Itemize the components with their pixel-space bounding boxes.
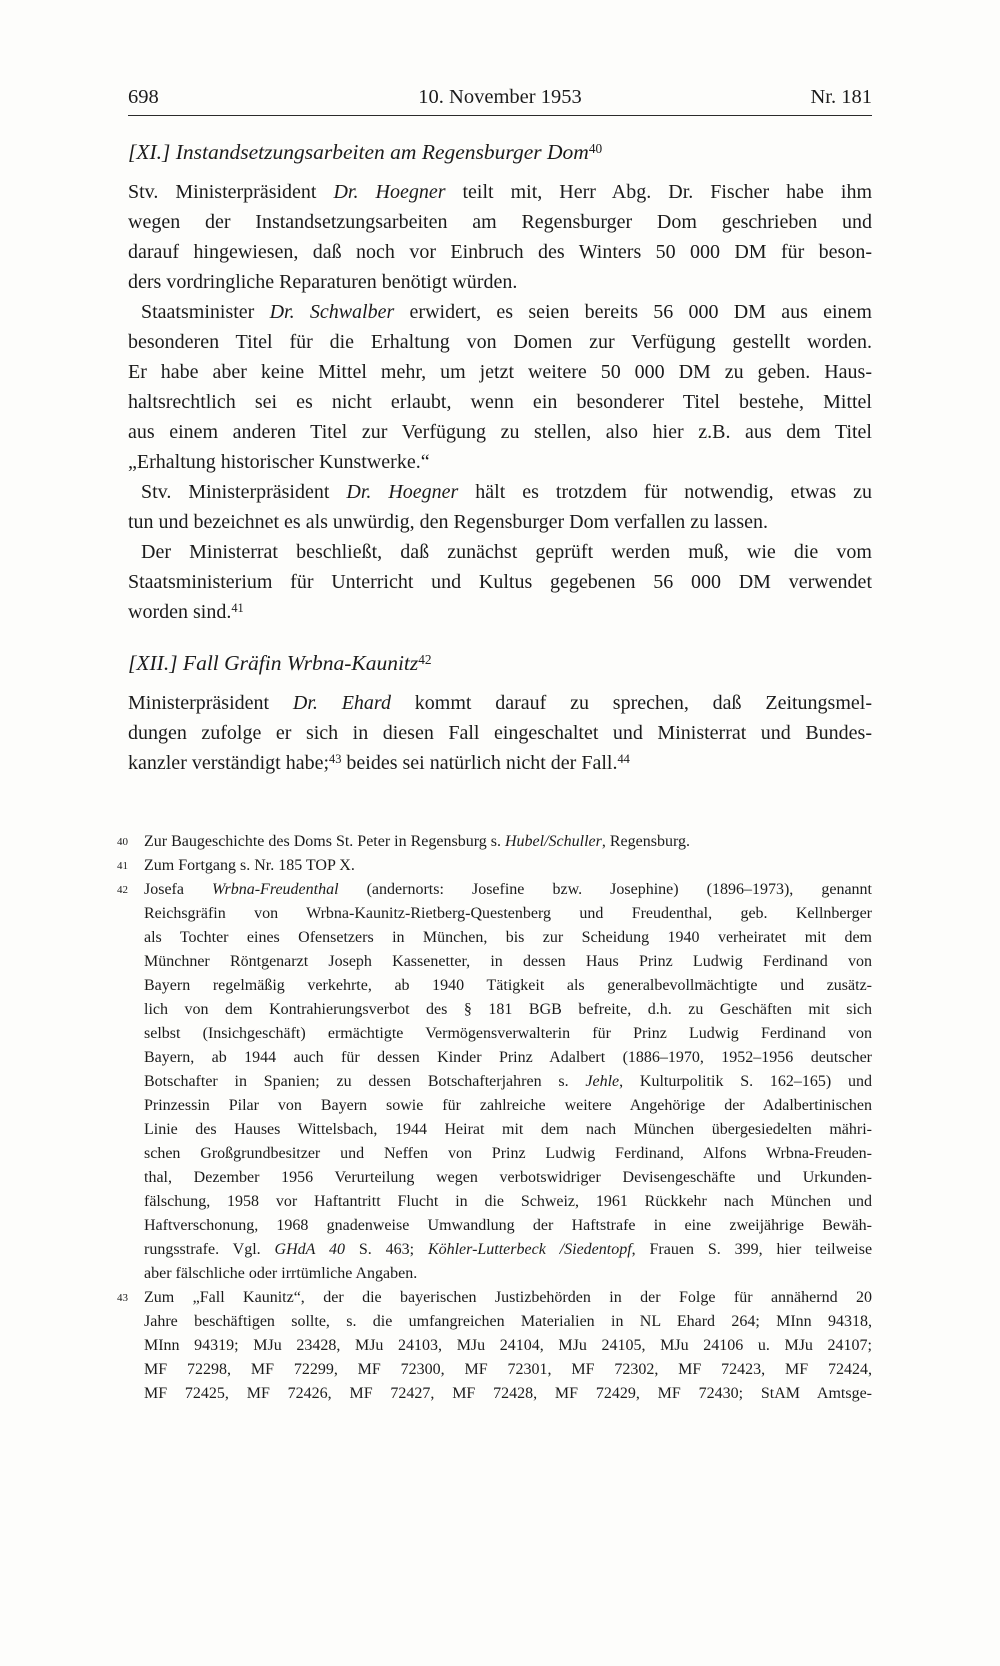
text-line (144, 974, 872, 998)
text-segment: Er habe aber keine Mittel mehr, um jetzt weitere 50 000 DM zu geben. Haus- (128, 361, 872, 383)
text-line (144, 1334, 872, 1358)
text-segment: S. 463; (345, 1241, 428, 1258)
text-segment: lich von dem Kontrahierungsverbot des § 181 BGB befreite, d.h. zu Geschäften mit sich (144, 1001, 872, 1018)
text-segment: schen Großgrundbesitzer und Neffen von Prinz Ludwig Ferdinand, Alfons Wrbna-Freuden- (144, 1145, 872, 1162)
text-line (144, 1262, 872, 1286)
text-line (128, 297, 872, 327)
paragraph (128, 297, 872, 477)
text-line (144, 902, 872, 926)
header-rule (128, 115, 872, 116)
text-segment: Bayern, ab 1944 auch für dessen Kinder Prinz Adalbert (1886–1970, 1952–1956 deutscher (144, 1049, 872, 1066)
text-segment: Zum „Fall Kaunitz“, der die bayerischen Justizbehörden in der Folge für annähernd 20 (144, 1289, 872, 1306)
text-segment: Stv. Ministerpräsident (128, 181, 334, 203)
text-segment: haltsrechtlich sei es nicht erlaubt, wenn ein besonderer Titel bestehe, Mittel (128, 391, 872, 413)
text-line (144, 1022, 872, 1046)
text-segment: Dr. Hoegner (346, 481, 459, 503)
text-line (144, 1118, 872, 1142)
text-segment: darauf hingewiesen, daß noch vor Einbruch des Winters 50 000 DM für beson- (128, 241, 872, 263)
text-segment: Dr. Ehard (292, 692, 391, 714)
text-segment: hält es trotzdem für notwendig, etwas zu (458, 481, 872, 503)
footnote (117, 878, 873, 1286)
text-segment: Dr. Hoegner (333, 181, 446, 203)
text-line (144, 1238, 872, 1262)
text-line (128, 597, 872, 627)
text-segment: Staatsminister (141, 301, 270, 323)
text-line (144, 950, 872, 974)
text-segment: tun und bezeichnet es als unwürdig, den Regensburger Dom verfallen zu lassen. (128, 511, 768, 533)
text-segment: (andernorts: Josefine bzw. Josephine) (1896–1973), genannt (338, 881, 872, 898)
text-line (128, 267, 872, 297)
text-segment: , Kulturpolitik S. 162–165) und (619, 1073, 873, 1090)
text-line (128, 207, 872, 237)
text-segment: als Tochter eines Ofensetzers in München, bis zur Scheidung 1940 verheiratet mit dem (144, 929, 872, 946)
text-line (144, 1190, 872, 1214)
text-line (144, 1166, 872, 1190)
text-segment: Josefa (144, 881, 213, 898)
text-block (117, 0, 873, 1406)
footnote-ref: 43 (329, 752, 342, 767)
text-segment: kommt darauf zu sprechen, daß Zeitungsmel- (390, 692, 872, 714)
text-line (144, 1382, 872, 1406)
text-line (144, 878, 872, 902)
text-segment: erwidert, es seien bereits 56 000 DM aus einem (394, 301, 872, 323)
text-segment: Reichsgräfin von Wrbna-Kaunitz-Rietberg-Questenberg und Freudenthal, geb. Kellnberger (144, 905, 872, 922)
main-text (128, 137, 872, 778)
text-line (144, 926, 872, 950)
text-segment: Zum Fortgang s. Nr. 185 TOP X. (144, 857, 355, 874)
text-line (128, 447, 872, 477)
paragraph (128, 477, 872, 537)
text-segment: „Erhaltung historischer Kunstwerke.“ (128, 451, 430, 473)
text-segment: aus einem anderen Titel zur Verfügung zu stellen, also hier z.B. aus dem Titel (128, 421, 872, 443)
text-segment: Münchner Röntgenarzt Joseph Kassenetter, in dessen Haus Prinz Ludwig Ferdinand von (144, 953, 872, 970)
text-line (128, 137, 872, 167)
paragraph (128, 177, 872, 297)
text-line (128, 237, 872, 267)
text-line (144, 1046, 872, 1070)
text-line (128, 537, 872, 567)
footnote-number: 43 (117, 1292, 128, 1304)
text-segment: Dr. Schwalber (269, 301, 395, 323)
text-line (144, 998, 872, 1022)
text-segment: beides sei natürlich nicht der Fall. (341, 752, 618, 774)
page-header (128, 84, 872, 110)
text-segment: Jahre beschäftigen sollte, s. die umfangreichen Materialien in NL Ehard 264; MInn 94318, (144, 1313, 872, 1330)
text-segment: thal, Dezember 1956 Verurteilung wegen verbotswidriger Devisengeschäfte und Urkunden- (144, 1169, 872, 1186)
text-segment: selbst (Insichgeschäft) ermächtigte Vermögensverwalterin für Prinz Ludwig Ferdinand von (144, 1025, 872, 1042)
paragraph (128, 537, 872, 627)
footnote-number: 42 (117, 884, 128, 896)
text-line (128, 718, 872, 748)
text-segment: MF 72298, MF 72299, MF 72300, MF 72301, MF 72302, MF 72423, MF 72424, (144, 1361, 872, 1378)
text-segment: aber fälschliche oder irrtümliche Angaben. (144, 1265, 418, 1282)
text-line (144, 1070, 872, 1094)
text-segment: Jehle (585, 1073, 620, 1090)
text-segment: Köhler-Lutterbeck /Siedentopf (427, 1241, 632, 1258)
text-segment: [XII.] Fall Gräfin Wrbna-Kaunitz (128, 651, 419, 675)
text-segment: rungsstrafe. Vgl. (144, 1241, 275, 1258)
text-segment: Linie des Hauses Wittelsbach, 1944 Heirat mit dem nach München übergesiedelten mähri- (144, 1121, 872, 1138)
footnote (117, 1286, 872, 1406)
text-line (144, 1142, 872, 1166)
text-segment: MF 72425, MF 72426, MF 72427, MF 72428, MF 72429, MF 72430; StAM Amtsge- (144, 1385, 872, 1402)
text-segment: Stv. Ministerpräsident (141, 481, 347, 503)
section-xi-heading (128, 137, 872, 167)
text-segment: Botschafter in Spanien; zu dessen Botschafterjahren s. (144, 1073, 586, 1090)
text-segment: besonderen Titel für die Erhaltung von Domen zur Verfügung gestellt worden. (128, 331, 872, 353)
text-line (128, 177, 872, 207)
text-segment: Haftverschonung, 1968 gnadenweise Umwandlung der Haftstrafe in eine zweijährige Bewäh- (144, 1217, 872, 1234)
text-segment: , Regensburg. (601, 833, 690, 850)
text-segment: kanzler verständigt habe; (128, 752, 330, 774)
text-line (144, 1358, 872, 1382)
text-segment: [XI.] Instandsetzungsarbeiten am Regensburger Dom (128, 140, 589, 164)
text-segment: worden sind. (128, 601, 232, 623)
footnote-ref: 42 (418, 651, 432, 667)
text-segment: GHdA 40 (274, 1241, 345, 1258)
text-segment: dungen zufolge er sich in diesen Fall eingeschaltet und Ministerrat und Bundes- (128, 722, 872, 744)
text-line (144, 1310, 872, 1334)
text-line (128, 648, 872, 678)
text-segment: , Frauen S. 399, hier teilweise (631, 1241, 873, 1258)
footnote-ref: 40 (588, 140, 603, 156)
text-segment: MInn 94319; MJu 23428, MJu 24103, MJu 24104, MJu 24105, MJu 24106 u. MJu 24107; (144, 1337, 872, 1354)
header-doc-number: Nr. 181 (810, 86, 872, 108)
text-segment: ders vordringliche Reparaturen benötigt würden. (128, 271, 518, 293)
footnote-ref: 44 (617, 752, 630, 767)
footnote-number: 40 (117, 836, 128, 848)
text-line (128, 748, 872, 778)
footnote-ref: 41 (231, 601, 244, 616)
footnote (117, 830, 872, 854)
paragraph (128, 688, 872, 778)
text-line (144, 830, 872, 854)
text-segment: Wrbna-Freudenthal (212, 881, 339, 898)
text-line (128, 688, 872, 718)
text-line (144, 854, 872, 878)
footnote-number: 41 (117, 860, 128, 872)
text-line (144, 1214, 872, 1238)
text-segment: Hubel/Schuller (504, 833, 602, 850)
text-line (144, 1286, 872, 1310)
text-line (128, 387, 872, 417)
text-segment: Zur Baugeschichte des Doms St. Peter in Regensburg s. (144, 833, 505, 850)
text-line (128, 417, 872, 447)
text-line (128, 567, 872, 597)
text-line (144, 1094, 872, 1118)
footnotes-section (117, 830, 873, 1406)
text-segment: Prinzessin Pilar von Bayern sowie für zahlreiche weitere Angehörige der Adalbertinischen (144, 1097, 872, 1114)
text-line (128, 477, 872, 507)
header-date: 10. November 1953 (418, 86, 582, 108)
page-number: 698 (128, 86, 159, 108)
text-segment: Ministerpräsident (128, 692, 293, 714)
text-segment: Bayern regelmäßig verkehrte, ab 1940 Tätigkeit als generalbevollmächtigte und zusätz- (144, 977, 872, 994)
text-segment: Der Ministerrat beschließt, daß zunächst geprüft werden muß, wie die vom (141, 541, 872, 563)
text-line (128, 507, 872, 537)
text-segment: fälschung, 1958 vor Haftantritt Flucht in die Schweiz, 1961 Rückkehr nach München und (144, 1193, 872, 1210)
section-xii-heading (128, 648, 872, 678)
text-segment: Staatsministerium für Unterricht und Kultus gegebenen 56 000 DM verwendet (128, 571, 872, 593)
footnote (117, 854, 872, 878)
text-segment: teilt mit, Herr Abg. Dr. Fischer habe ihm (445, 181, 873, 203)
text-line (128, 357, 872, 387)
text-line (128, 327, 872, 357)
text-segment: wegen der Instandsetzungsarbeiten am Regensburger Dom geschrieben und (128, 211, 872, 233)
